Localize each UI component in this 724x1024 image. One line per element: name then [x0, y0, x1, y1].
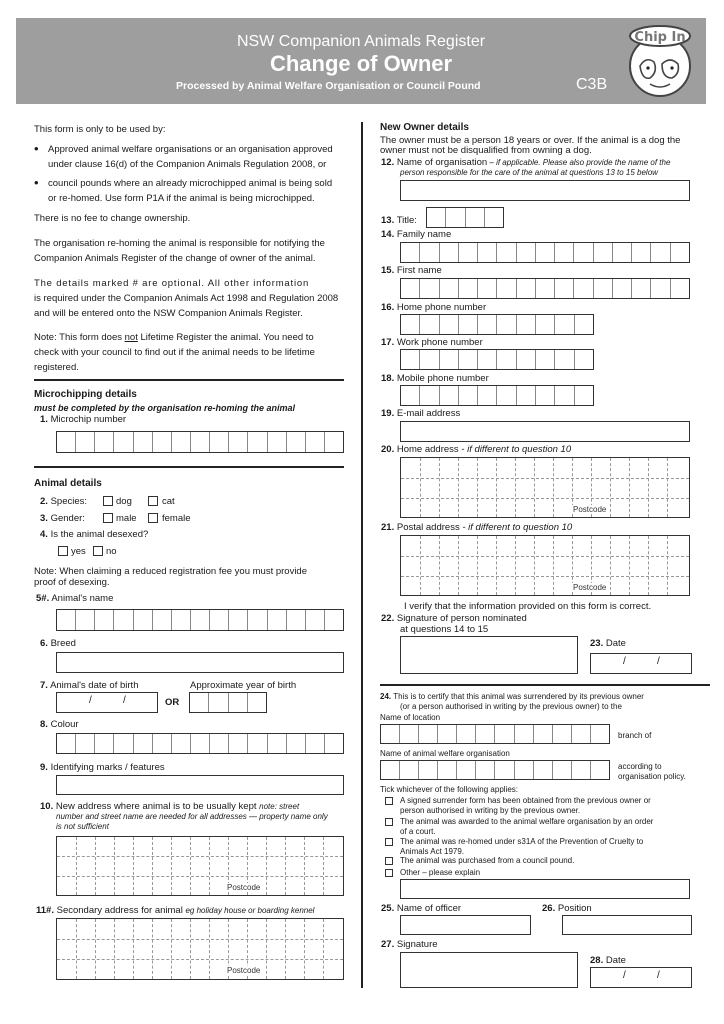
gender-male-label: male	[116, 513, 137, 524]
postcode-label: Postcode	[573, 583, 607, 592]
family-name-input[interactable]	[400, 242, 690, 263]
q11-label: 11#. Secondary address for animal eg holiday house or boarding kennel	[36, 905, 315, 916]
q25-label: 25. Name of officer	[381, 903, 462, 914]
branch-label: branch of	[618, 731, 652, 740]
bullet-icon: •	[34, 141, 39, 156]
policy-label: according to organisation policy.	[618, 762, 686, 781]
home-phone-input[interactable]	[400, 314, 594, 335]
home-address-input[interactable]	[400, 457, 690, 518]
organisation-input[interactable]	[380, 760, 610, 780]
animal-name-input[interactable]	[56, 609, 344, 631]
form-subtitle: Processed by Animal Welfare Organisation or Council Pound	[176, 80, 481, 92]
desexed-yes-checkbox[interactable]	[58, 546, 68, 556]
officer-signature-box[interactable]	[400, 952, 578, 988]
desexing-note: Note: When claiming a reduced registration fee you must provide proof of desexing.	[34, 566, 307, 588]
q9-label: 9. Identifying marks / features	[40, 762, 165, 773]
work-phone-input[interactable]	[400, 349, 594, 370]
bullet-icon: •	[34, 175, 39, 190]
q27-label: 27. Signature	[381, 939, 438, 950]
column-divider	[361, 122, 363, 988]
q8-label: 8. Colour	[40, 719, 79, 730]
first-name-input[interactable]	[400, 278, 690, 299]
gender-male-checkbox[interactable]	[103, 513, 113, 523]
intro-rehome: The organisation re-homing the animal is responsible for notifying the Companion Animals Register of the change of owner of the animal.	[34, 238, 325, 264]
gender-female-checkbox[interactable]	[148, 513, 158, 523]
form-code: C3B	[576, 76, 608, 93]
q6-label: 6. Breed	[40, 638, 76, 649]
tick-instruction: Tick whichever of the following applies:	[380, 785, 518, 794]
q18-label: 18. Mobile phone number	[381, 373, 489, 384]
postcode-label: Postcode	[227, 966, 261, 975]
option-other-checkbox[interactable]	[385, 869, 393, 877]
q10-label: 10. New address where animal is to be usually kept note: street number and street name are needed for all addresses — property name only is not sufficient	[40, 801, 328, 831]
q7-year-label: Approximate year of birth	[190, 680, 297, 691]
identifying-marks-input[interactable]	[56, 775, 344, 795]
option-surrender-checkbox[interactable]	[385, 797, 393, 805]
desexed-no-label: no	[106, 546, 117, 557]
section-rule	[34, 379, 344, 381]
species-dog-checkbox[interactable]	[103, 496, 113, 506]
q20-label: 20. Home address - if different to question 10	[381, 444, 572, 455]
verify-statement: I verify that the information provided on this form is correct.	[404, 601, 652, 612]
postcode-label: Postcode	[227, 883, 261, 892]
option-s31a-label: The animal was re-homed under s31A of the Prevention of Cruelty to Animals Act 1979.	[400, 837, 644, 856]
microchip-section-title: Microchipping details	[34, 389, 137, 400]
option-s31a-checkbox[interactable]	[385, 838, 393, 846]
option-other-label: Other – please explain	[400, 868, 481, 877]
form-title: Change of Owner	[269, 51, 453, 76]
option-court-label: The animal was awarded to the animal welfare organisation by an order of a court.	[400, 817, 654, 836]
form-header	[16, 18, 706, 104]
species-dog-label: dog	[116, 496, 132, 507]
animal-section-title: Animal details	[34, 478, 102, 489]
q26-label: 26. Position	[542, 903, 592, 914]
gender-female-label: female	[162, 513, 191, 524]
microchip-number-input[interactable]	[56, 431, 344, 453]
q7-label: 7. Animal's date of birth	[40, 680, 139, 691]
desexed-no-checkbox[interactable]	[93, 546, 103, 556]
organisation-label: Name of animal welfare organisation	[380, 749, 510, 758]
q3-label: 3. Gender:	[40, 513, 85, 524]
q13-label: 13. Title:	[381, 215, 417, 226]
owner-signature-box[interactable]	[400, 636, 578, 674]
option-pound-checkbox[interactable]	[385, 857, 393, 865]
location-label: Name of location	[380, 713, 441, 722]
q12-label: 12. Name of organisation – if applicable. Please also provide the name of the person responsible for the care of the animal at questions 13 to 15 below	[381, 157, 671, 177]
q14-label: 14. Family name	[381, 229, 452, 240]
svg-text:Chip In: Chip In	[634, 30, 686, 45]
q16-label: 16. Home phone number	[381, 302, 487, 313]
desexed-yes-label: yes	[71, 546, 86, 557]
intro-lead: This form is only to be used by:	[34, 124, 166, 135]
email-input[interactable]	[400, 421, 690, 442]
postal-address-input[interactable]	[400, 535, 690, 596]
secondary-address-input[interactable]	[56, 918, 344, 980]
position-input[interactable]	[562, 915, 692, 935]
intro-bullet-2: council pounds where an already microchipped animal is being sold or re-homed. Use form P1A if the animal is being microchipped.	[48, 178, 333, 204]
intro-no-fee: There is no fee to change ownership.	[34, 213, 191, 224]
intro-note: Note: This form does not Lifetime Register the animal. You need to check with your council to find out if the animal needs to be lifetime registered.	[34, 332, 315, 373]
chip-in-logo	[620, 22, 700, 102]
q24-label: 24. This is to certify that this animal was surrendered by its previous owner (or a person authorised in writing by the previous owner) to the	[380, 692, 644, 711]
q5-label: 5#. Animal's name	[36, 593, 114, 604]
q19-label: 19. E-mail address	[381, 408, 461, 419]
q4-label: 4. Is the animal desexed?	[40, 529, 149, 540]
q17-label: 17. Work phone number	[381, 337, 483, 348]
title-input[interactable]	[426, 207, 504, 228]
q21-label: 21. Postal address - if different to question 10	[381, 522, 573, 533]
mobile-phone-input[interactable]	[400, 385, 594, 406]
birth-year-input[interactable]	[189, 692, 267, 713]
option-surrender-label: A signed surrender form has been obtained from the previous owner or person authorised in writing by the previous owner.	[400, 796, 651, 815]
intro-details: The details marked # are optional. All other information is required under the Companion Animals Act 1998 and Regulation 2008 and will be entered onto the NSW Companion Animals Register.	[34, 278, 339, 319]
option-court-checkbox[interactable]	[385, 818, 393, 826]
postcode-label: Postcode	[573, 505, 607, 514]
owner-intro: The owner must be a person 18 years or over. If the animal is a dog the owner must not be disqualified from owning a dog.	[380, 135, 681, 156]
species-cat-checkbox[interactable]	[148, 496, 158, 506]
option-pound-label: The animal was purchased from a council pound.	[400, 856, 575, 865]
q1-label: 1. Microchip number	[40, 414, 127, 425]
register-title: NSW Companion Animals Register	[236, 33, 486, 50]
colour-input[interactable]	[56, 733, 344, 754]
new-address-input[interactable]	[56, 836, 344, 896]
other-explain-input[interactable]	[400, 879, 690, 899]
q15-label: 15. First name	[381, 265, 442, 276]
breed-input[interactable]	[56, 652, 344, 673]
species-cat-label: cat	[162, 496, 175, 507]
q2-label: 2. Species:	[40, 496, 88, 507]
q23-label: 23. Date	[590, 638, 626, 649]
owner-section-title: New Owner details	[380, 122, 469, 133]
owner-date-input[interactable]: / /	[590, 653, 692, 674]
microchip-subtitle: must be completed by the organisation re-homing the animal	[34, 403, 296, 413]
q28-label: 28. Date	[590, 955, 626, 966]
q22-label: 22. Signature of person nominated at questions 14 to 15	[381, 613, 527, 635]
officer-name-input[interactable]	[400, 915, 531, 935]
section-rule	[34, 466, 344, 468]
officer-date-input[interactable]: / /	[590, 967, 692, 988]
or-label: OR	[165, 697, 180, 708]
organisation-name-input[interactable]	[400, 180, 690, 201]
dob-input[interactable]: / /	[56, 692, 158, 713]
intro-bullet-1: Approved animal welfare organisations or an organisation approved under clause 16(d) of the Companion Animals Regulation 2008, or	[48, 144, 333, 170]
location-input[interactable]	[380, 724, 610, 744]
section-rule	[380, 684, 710, 686]
